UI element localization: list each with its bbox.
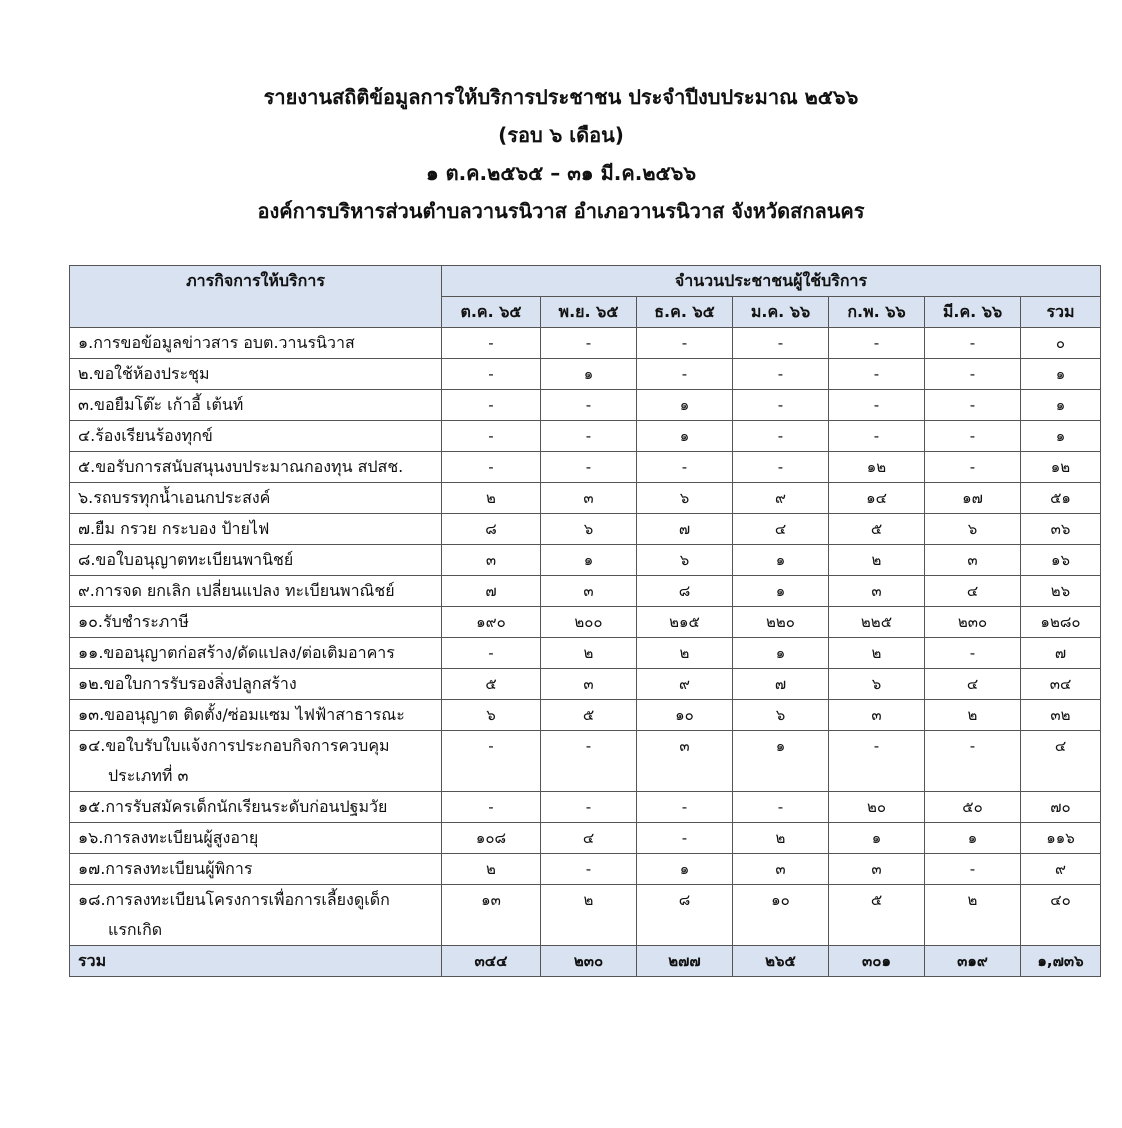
value-cell: ๓: [829, 854, 925, 885]
table-row: [70, 328, 1101, 359]
task-cell: ๔.ร้องเรียนร้องทุกข์: [70, 421, 442, 452]
value-cell: ๑: [733, 576, 829, 607]
value-cell: ๗: [733, 669, 829, 700]
table-row: [70, 854, 1101, 885]
value-cell: ๒: [925, 885, 1021, 946]
task-cell: ๑๓.ขออนุญาต ติดตั้ง/ซ่อมแซม ไฟฟ้าสาธารณะ: [70, 700, 442, 731]
table-row: [70, 483, 1101, 514]
table-row: [70, 607, 1101, 638]
value-cell: ๘: [637, 885, 733, 946]
row-total-cell: ๗๐: [1021, 792, 1101, 823]
group-column-header: จำนวนประชาชนผู้ใช้บริการ: [442, 266, 1101, 297]
task-cell: ๑๒.ขอใบการรับรองสิ่งปลูกสร้าง: [70, 669, 442, 700]
value-cell: ๒๒๐: [733, 607, 829, 638]
value-cell: -: [637, 452, 733, 483]
value-cell: ๒: [637, 638, 733, 669]
row-total-cell: ๑: [1021, 390, 1101, 421]
task-cell: ๒.ขอใช้ห้องประชุม: [70, 359, 442, 390]
value-cell: ๑: [733, 638, 829, 669]
value-cell: ๓: [829, 700, 925, 731]
value-cell: ๔: [925, 576, 1021, 607]
value-cell: ๓: [541, 483, 637, 514]
row-total-cell: ๑: [1021, 421, 1101, 452]
total-value-cell: ๓๐๑: [829, 946, 925, 977]
month-header: ม.ค. ๖๖: [733, 297, 829, 328]
service-statistics-table: [69, 265, 1101, 977]
value-cell: ๖: [541, 514, 637, 545]
value-cell: -: [541, 731, 637, 792]
total-value-cell: ๓๑๙: [925, 946, 1021, 977]
task-text: ๑๘.การลงทะเบียนโครงการเพื่อการเลี้ยงดูเด็ก: [78, 890, 390, 909]
value-cell: ๒๓๐: [925, 607, 1021, 638]
task-cell: ๑๗.การลงทะเบียนผู้พิการ: [70, 854, 442, 885]
value-cell: ๕: [829, 514, 925, 545]
task-column-header: ภารกิจการให้บริการ: [70, 266, 442, 328]
value-cell: -: [829, 390, 925, 421]
task-text-continued: ประเภทที่ ๓: [108, 766, 189, 785]
value-cell: ๑: [541, 545, 637, 576]
value-cell: ๓: [442, 545, 541, 576]
grand-total-cell: ๑,๗๓๖: [1021, 946, 1101, 977]
task-cell: ๗.ยืม กรวย กระบอง ป้ายไฟ: [70, 514, 442, 545]
task-cell: ๑๑.ขออนุญาตก่อสร้าง/ดัดแปลง/ต่อเติมอาคาร: [70, 638, 442, 669]
value-cell: -: [733, 452, 829, 483]
table-row: [70, 669, 1101, 700]
report-period: ๑ ต.ค.๒๕๖๕ – ๓๑ มี.ค.๒๕๖๖: [425, 161, 697, 185]
value-cell: -: [925, 390, 1021, 421]
row-total-cell: ๑๖: [1021, 545, 1101, 576]
row-total-cell: ๔๐: [1021, 885, 1101, 946]
value-cell: ๑: [733, 731, 829, 792]
value-cell: -: [442, 792, 541, 823]
task-cell: ๖.รถบรรทุกน้ำเอนกประสงค์: [70, 483, 442, 514]
value-cell: ๑๙๐: [442, 607, 541, 638]
value-cell: ๔: [733, 514, 829, 545]
task-cell: ๑.การขอข้อมูลข่าวสาร อบต.วานรนิวาส: [70, 328, 442, 359]
row-total-cell: ๑๒๘๐: [1021, 607, 1101, 638]
value-cell: ๖: [829, 669, 925, 700]
value-cell: ๕: [829, 885, 925, 946]
value-cell: -: [829, 328, 925, 359]
table-row: [70, 452, 1101, 483]
value-cell: ๒: [925, 700, 1021, 731]
value-cell: ๖: [637, 545, 733, 576]
row-total-cell: ๒๖: [1021, 576, 1101, 607]
value-cell: ๒: [442, 483, 541, 514]
header-row-group: [70, 266, 1101, 297]
table-body: [70, 328, 1101, 977]
value-cell: -: [733, 390, 829, 421]
value-cell: -: [733, 421, 829, 452]
value-cell: ๒: [829, 545, 925, 576]
table-row: [70, 576, 1101, 607]
value-cell: -: [637, 359, 733, 390]
value-cell: -: [442, 638, 541, 669]
value-cell: ๑๐: [733, 885, 829, 946]
table-row: [70, 792, 1101, 823]
value-cell: -: [733, 328, 829, 359]
row-total-cell: ๓๔: [1021, 669, 1101, 700]
value-cell: -: [442, 731, 541, 792]
task-cell: ๓.ขอยืมโต๊ะ เก้าอี้ เต้นท์: [70, 390, 442, 421]
value-cell: ๑: [637, 390, 733, 421]
value-cell: ๖: [442, 700, 541, 731]
value-cell: ๘: [442, 514, 541, 545]
row-total-cell: ๓๖: [1021, 514, 1101, 545]
table-row: [70, 359, 1101, 390]
table-row: [70, 514, 1101, 545]
value-cell: ๖: [637, 483, 733, 514]
month-header: ธ.ค. ๖๕: [637, 297, 733, 328]
month-header: มี.ค. ๖๖: [925, 297, 1021, 328]
value-cell: ๒: [442, 854, 541, 885]
total-value-cell: ๒๗๗: [637, 946, 733, 977]
value-cell: -: [733, 359, 829, 390]
value-cell: ๑: [637, 421, 733, 452]
value-cell: ๓: [925, 545, 1021, 576]
value-cell: ๓: [733, 854, 829, 885]
value-cell: ๘: [637, 576, 733, 607]
value-cell: -: [637, 792, 733, 823]
value-cell: -: [541, 390, 637, 421]
value-cell: ๑๓: [442, 885, 541, 946]
row-total-cell: ๙: [1021, 854, 1101, 885]
value-cell: ๒: [829, 638, 925, 669]
value-cell: -: [733, 792, 829, 823]
task-cell: ๑๕.การรับสมัครเด็กนักเรียนระดับก่อนปฐมวัย: [70, 792, 442, 823]
total-column-header: รวม: [1021, 297, 1101, 328]
value-cell: -: [442, 452, 541, 483]
task-cell: [70, 885, 442, 946]
value-cell: -: [541, 452, 637, 483]
report-title: รายงานสถิติข้อมูลการให้บริการประชาชน ประจำปีงบประมาณ ๒๕๖๖: [263, 85, 859, 109]
value-cell: ๒: [541, 885, 637, 946]
table-row: [70, 638, 1101, 669]
task-cell: ๙.การจด ยกเลิก เปลี่ยนแปลง ทะเบียนพาณิชย์: [70, 576, 442, 607]
table-row: [70, 731, 1101, 792]
value-cell: -: [925, 731, 1021, 792]
task-cell: ๑๖.การลงทะเบียนผู้สูงอายุ: [70, 823, 442, 854]
row-total-cell: ๑๒: [1021, 452, 1101, 483]
value-cell: -: [442, 390, 541, 421]
value-cell: ๖: [925, 514, 1021, 545]
value-cell: -: [442, 328, 541, 359]
table-row: [70, 700, 1101, 731]
table-row: [70, 390, 1101, 421]
value-cell: ๑: [829, 823, 925, 854]
value-cell: ๑๗: [925, 483, 1021, 514]
value-cell: -: [925, 452, 1021, 483]
month-header: ต.ค. ๖๕: [442, 297, 541, 328]
table-row: [70, 823, 1101, 854]
value-cell: -: [829, 359, 925, 390]
value-cell: ๓: [541, 669, 637, 700]
value-cell: ๓: [637, 731, 733, 792]
value-cell: ๓: [541, 576, 637, 607]
value-cell: ๔: [925, 669, 1021, 700]
month-header: พ.ย. ๖๕: [541, 297, 637, 328]
value-cell: -: [442, 359, 541, 390]
value-cell: ๔: [541, 823, 637, 854]
report-round: (รอบ ๖ เดือน): [498, 123, 624, 147]
row-total-cell: ๔: [1021, 731, 1101, 792]
task-text: ๑๔.ขอใบรับใบแจ้งการประกอบกิจการควบคุม: [78, 736, 390, 755]
value-cell: ๑๐๘: [442, 823, 541, 854]
value-cell: -: [637, 823, 733, 854]
task-text-continued: แรกเกิด: [108, 920, 163, 939]
value-cell: -: [925, 854, 1021, 885]
value-cell: ๕: [442, 669, 541, 700]
value-cell: ๑๒: [829, 452, 925, 483]
value-cell: -: [829, 731, 925, 792]
value-cell: ๒๑๕: [637, 607, 733, 638]
value-cell: ๗: [442, 576, 541, 607]
value-cell: -: [829, 421, 925, 452]
task-cell: ๘.ขอใบอนุญาตทะเบียนพานิชย์: [70, 545, 442, 576]
value-cell: -: [541, 328, 637, 359]
month-header: ก.พ. ๖๖: [829, 297, 925, 328]
total-value-cell: ๓๔๔: [442, 946, 541, 977]
row-total-cell: ๑๑๖: [1021, 823, 1101, 854]
value-cell: ๑: [925, 823, 1021, 854]
value-cell: ๒๒๕: [829, 607, 925, 638]
row-total-cell: ๐: [1021, 328, 1101, 359]
table-row: [70, 421, 1101, 452]
value-cell: ๙: [733, 483, 829, 514]
value-cell: ๒: [733, 823, 829, 854]
value-cell: ๒: [541, 638, 637, 669]
value-cell: ๕๐: [925, 792, 1021, 823]
value-cell: -: [925, 328, 1021, 359]
value-cell: -: [925, 638, 1021, 669]
total-value-cell: ๒๖๕: [733, 946, 829, 977]
value-cell: -: [541, 854, 637, 885]
row-total-cell: ๓๒: [1021, 700, 1101, 731]
value-cell: ๑: [733, 545, 829, 576]
value-cell: -: [925, 359, 1021, 390]
value-cell: -: [442, 421, 541, 452]
task-cell: [70, 731, 442, 792]
value-cell: -: [925, 421, 1021, 452]
row-total-cell: ๑: [1021, 359, 1101, 390]
table-row: [70, 545, 1101, 576]
value-cell: ๕: [541, 700, 637, 731]
value-cell: -: [637, 328, 733, 359]
total-value-cell: ๒๓๐: [541, 946, 637, 977]
report-header: [0, 78, 1122, 230]
value-cell: ๙: [637, 669, 733, 700]
value-cell: ๑: [637, 854, 733, 885]
value-cell: -: [541, 792, 637, 823]
value-cell: ๖: [733, 700, 829, 731]
total-label: รวม: [70, 946, 442, 977]
value-cell: ๗: [637, 514, 733, 545]
table-row: [70, 885, 1101, 946]
value-cell: ๓: [829, 576, 925, 607]
task-cell: ๑๐.รับชำระภาษี: [70, 607, 442, 638]
value-cell: ๑: [541, 359, 637, 390]
value-cell: ๑๐: [637, 700, 733, 731]
report-organization: องค์การบริหารส่วนตำบลวานรนิวาส อำเภอวานรนิวาส จังหวัดสกลนคร: [257, 199, 865, 223]
row-total-cell: ๗: [1021, 638, 1101, 669]
value-cell: -: [541, 421, 637, 452]
value-cell: ๒๐๐: [541, 607, 637, 638]
row-total-cell: ๕๑: [1021, 483, 1101, 514]
task-cell: ๕.ขอรับการสนับสนุนงบประมาณกองทุน สปสช.: [70, 452, 442, 483]
value-cell: ๑๔: [829, 483, 925, 514]
value-cell: ๒๐: [829, 792, 925, 823]
total-row: [70, 946, 1101, 977]
